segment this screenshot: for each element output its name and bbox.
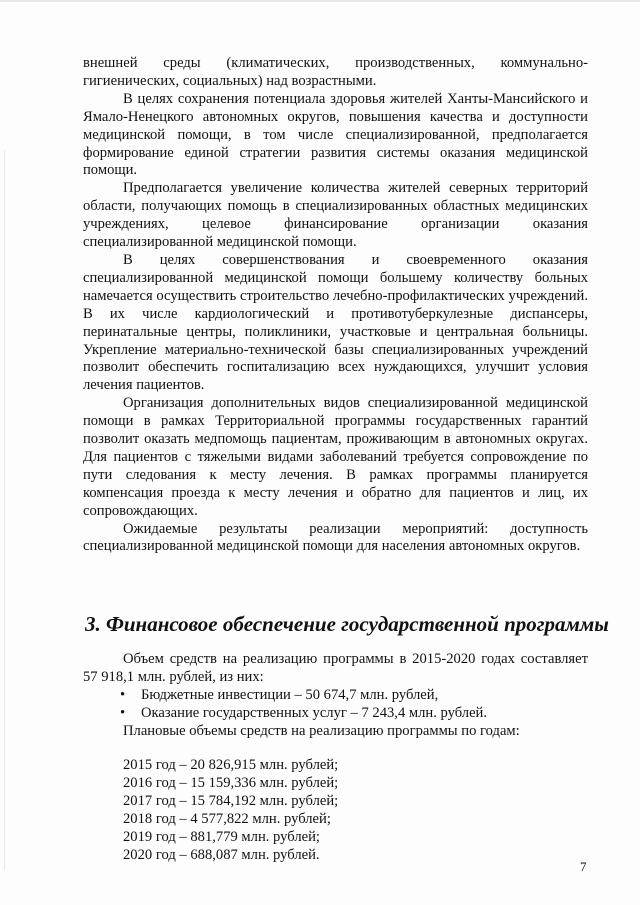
page-number: 7 [580,859,587,874]
paragraph: Ожидаемые результаты реализации мероприятий: доступность специализированной медицинской помощи для населения автономных округов. [83,520,588,555]
list-item-text: Бюджетные инвестиции – 50 674,7 млн. рублей, [141,686,439,703]
paragraph: внешней среды (климатических, производственных, коммунально-гигиенических, социальных) над возрастными. [83,55,588,89]
list-item-text: Оказание государственных услуг – 7 243,4 млн. рублей. [141,704,488,721]
budget-intro: Объем средств на реализацию программы в 2015-2020 годах составляет 57 918,1 млн. рублей, из них: [83,651,588,685]
paragraph: В целях совершенствования и своевременного оказания специализированной медицинской помощи большему количеству больных намечается осуществить строительство лечебно-профилактических учреждений. В их числе кардиологический и противотуберкулезные диспансеры, перинатальные центры, поликлиники, участковые и центральная больницы. Укрепление материально-технической базы специализированных учреждений позволит обеспечить госпитализацию всех нуждающихся, улучшит условия лечения пациентов. [83,251,588,394]
year-line: 2020 год – 688,087 млн. рублей. [123,846,320,863]
planned-title: Плановые объемы средств на реализацию программы по годам: [123,722,520,739]
year-line: 2015 год – 20 826,915 млн. рублей; [123,757,339,773]
body-text [83,55,588,556]
list-item [83,705,588,723]
year-line: 2019 год – 881,779 млн. рублей; [123,828,320,845]
year-line: 2016 год – 15 159,336 млн. рублей; [123,774,339,791]
scan-left-edge [4,150,5,870]
year-line: 2017 год – 15 784,192 млн. рублей; [123,792,339,809]
bullet-icon: • [120,686,126,703]
bullet-icon: • [120,704,126,721]
list-item [83,687,588,705]
paragraph: Предполагается увеличение количества жителей северных территорий области, получающих помощь в специализированных областных медицинских учреждениях, целевое финансирование организации оказания специализированной медицинской помощи. [83,180,588,251]
budget-section [83,651,588,741]
paragraph: Организация дополнительных видов специализированной медицинской помощи в рамках Территориальной программы государственных гарантий позволит оказать медпомощь пациентам, проживающим в автономных округах. Для пациентов с тяжелыми видами заболеваний требуется сопровождение по пути следования к месту лечения. В рамках программы планируется компенсация проезда к месту лечения и обратно для пациентов и лиц, их сопровождающих. [83,395,588,519]
section-heading: 3. Финансовое обеспечение государственной программы [85,612,609,636]
scan-top-edge [0,0,640,2]
yearly-budget-list [123,757,338,864]
year-line: 2018 год – 4 577,822 млн. рублей; [123,810,331,827]
paragraph: В целях сохранения потенциала здоровья жителей Ханты-Мансийского и Ямало-Ненецкого автономных округов, повышения качества и доступности медицинской помощи, в том числе специализированной, предполагается формирование единой стратегии развития системы оказания медицинской помощи. [83,90,588,179]
budget-bullet-list [83,687,588,723]
